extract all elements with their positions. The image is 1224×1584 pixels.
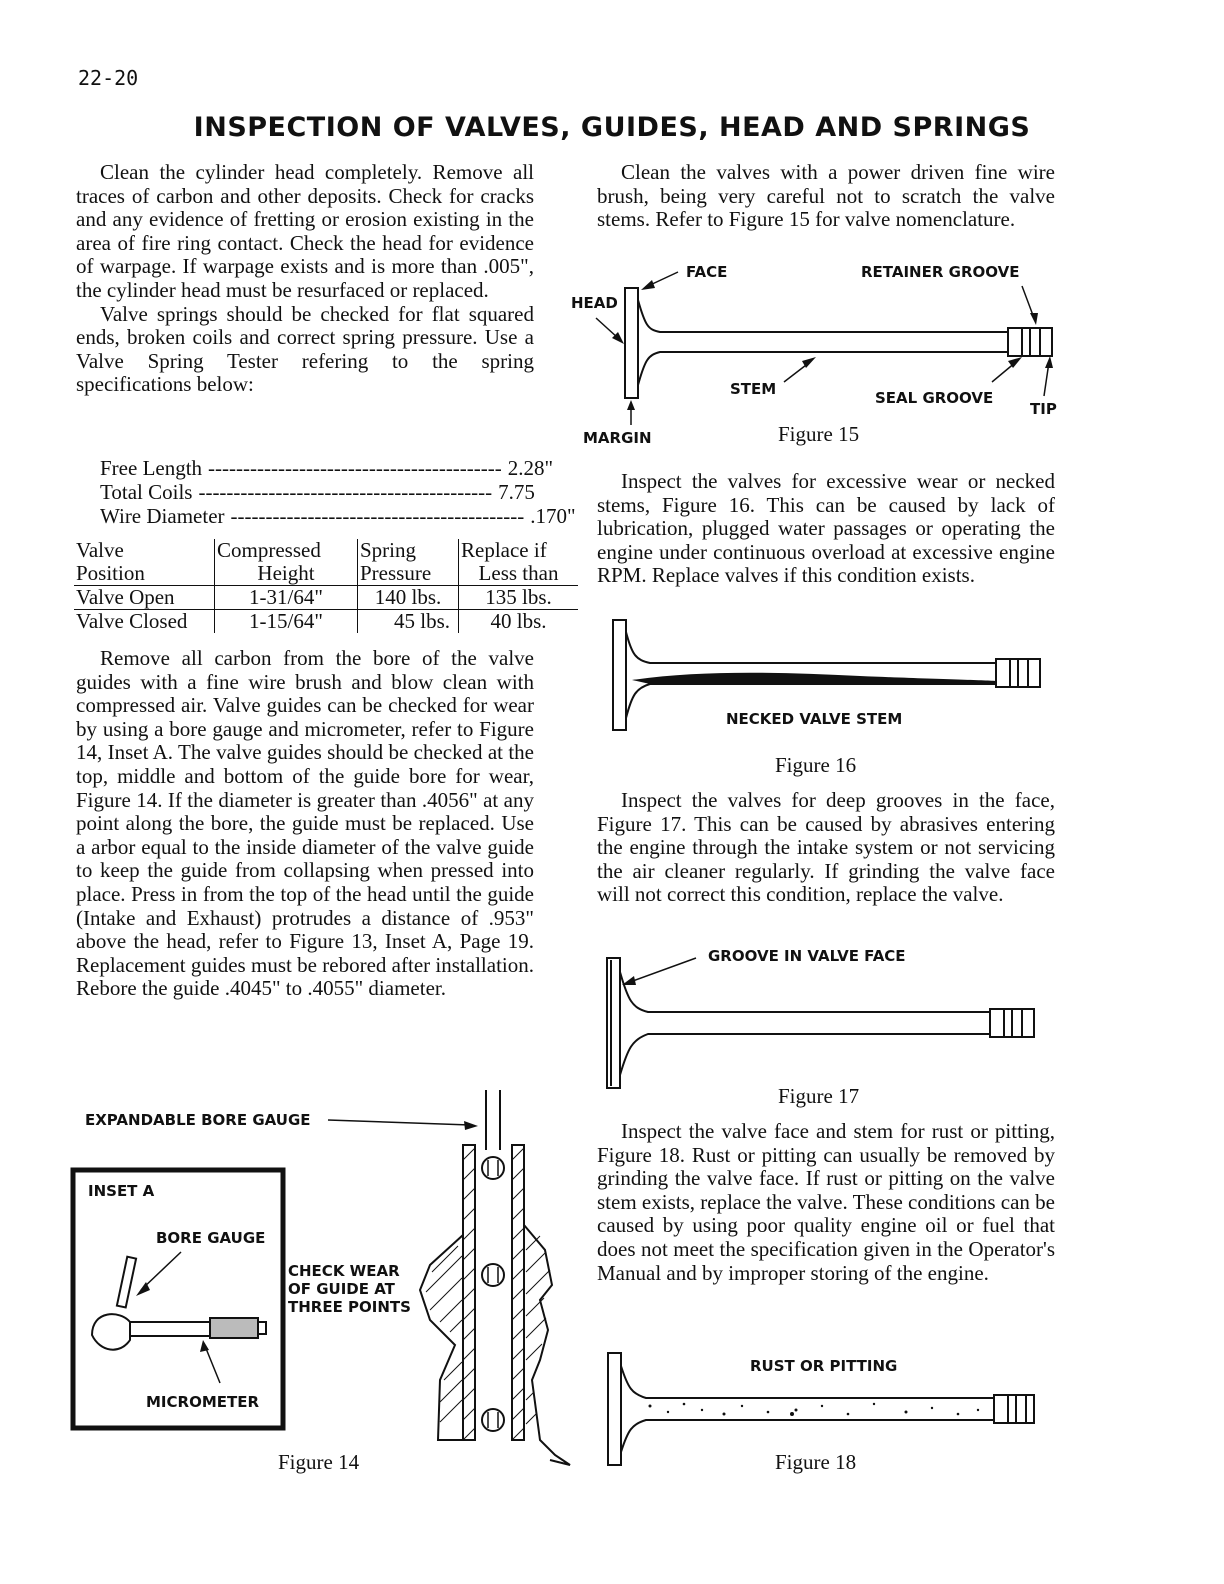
spec-wire-diameter: Wire Diameter ------------------------------------------ .170" (100, 504, 576, 528)
stem-label: STEM (730, 380, 777, 398)
figure-18-caption: Figure 18 (775, 1450, 857, 1474)
table-row: Valve Closed 1-15/64" 45 lbs. 40 lbs. (74, 610, 578, 634)
rust-pitting-paragraph: Inspect the valve face and stem for rust or pitting, Figure 18. Rust or pitting can usually be removed by grinding the valve face. If rust or pitting on the valve stem exists, replace the valve. These conditions can be caused by using poor quality engine oil or fuel that does not meet the specification given in the Operator's Manual and by improper storing of the engine. (597, 1119, 1055, 1285)
micrometer-label: MICROMETER (146, 1393, 260, 1411)
necked-valve-stem-label: NECKED VALVE STEM (726, 710, 903, 728)
table-row: Valve Open 1-31/64" 140 lbs. 135 lbs. (74, 586, 578, 610)
valve-guides-paragraph: Remove all carbon from the bore of the valve guides with a fine wire brush and blow clean with compressed air. Valve guides can be checked for wear by using a bore gauge and micrometer, refer to Figure 14, Inset A. The valve guides should be checked at the top, middle and bottom of the guide bore for wear, Figure 14. If the diameter is greater than .4056" at any point along the bore, the guide must be replaced. Use a arbor equal to the inside diameter of the valve guide to keep the guide from collapsing when pressed into place. Press in from the top of the head until the guide (Intake and Exhaust) protrudes a distance of .953" above the head, refer to Figure 13, Inset A, Page 19. Replacement guides must be rebored after installation. Rebore the guide .4045" to .4055" diameter. (76, 646, 534, 1001)
seal-groove-label: SEAL GROOVE (875, 389, 994, 407)
page-number: 22-20 (78, 66, 139, 90)
figure-15-caption: Figure 15 (778, 422, 860, 446)
valve-springs-paragraph: Valve springs should be checked for flat squared ends, broken coils and correct spring pressure. Use a Valve Spring Tester refering to the spring specifications below: (76, 301, 534, 397)
cylinder-head-paragraph: Clean the cylinder head completely. Remove all traces of carbon and other deposits. Check for cracks and any evidence of fretting or erosion existing in the area of fire ring contact. Check the head for evidence of warpage. If warpage exists and is more than .005", the cylinder head must be resurfaced or replaced. (76, 160, 534, 302)
spec-free-length: Free Length ------------------------------------------ 2.28" (100, 456, 554, 480)
deep-grooves-paragraph: Inspect the valves for deep grooves in the face, Figure 17. This can be caused by abrasives entering the engine through the intake system or not servicing the air cleaner regularly. If grinding the valve face will not correct this condition, replace the valve. (597, 788, 1055, 907)
retainer-groove-label: RETAINER GROOVE (861, 263, 1020, 281)
page-title: INSPECTION OF VALVES, GUIDES, HEAD AND SPRINGS (193, 112, 1031, 143)
rust-or-pitting-label: RUST OR PITTING (750, 1357, 898, 1375)
inset-a-label: INSET A (88, 1182, 155, 1200)
margin-label: MARGIN (583, 429, 652, 447)
table-header-row: Position Height Pressure Less than (74, 562, 578, 586)
figure-16-caption: Figure 16 (775, 753, 857, 777)
clean-valves-paragraph: Clean the valves with a power driven fine wire brush, being very careful not to scratch the valve stems. Refer to Figure 15 for valve nomenclature. (597, 160, 1055, 232)
expandable-bore-gauge-label: EXPANDABLE BORE GAUGE (85, 1111, 311, 1129)
check-wear-label: CHECK WEAR OF GUIDE AT THREE POINTS (288, 1262, 411, 1316)
head-label: HEAD (571, 294, 618, 312)
bore-gauge-label: BORE GAUGE (156, 1229, 266, 1247)
groove-in-valve-face-label: GROOVE IN VALVE FACE (708, 947, 906, 965)
face-label: FACE (686, 263, 728, 281)
necked-stems-paragraph: Inspect the valves for excessive wear or necked stems, Figure 16. This can be caused by lack of lubrication, plugged water passages or operating the engine under continuous overload at excessive engine RPM. Replace valves if this condition exists. (597, 469, 1055, 588)
tip-label: TIP (1030, 400, 1057, 418)
figure-14-caption: Figure 14 (278, 1450, 360, 1474)
spec-total-coils: Total Coils ------------------------------------------ 7.75 (100, 480, 535, 504)
figure-17-caption: Figure 17 (778, 1084, 860, 1108)
table-header-row: Valve Compressed Spring Replace if (74, 539, 578, 562)
